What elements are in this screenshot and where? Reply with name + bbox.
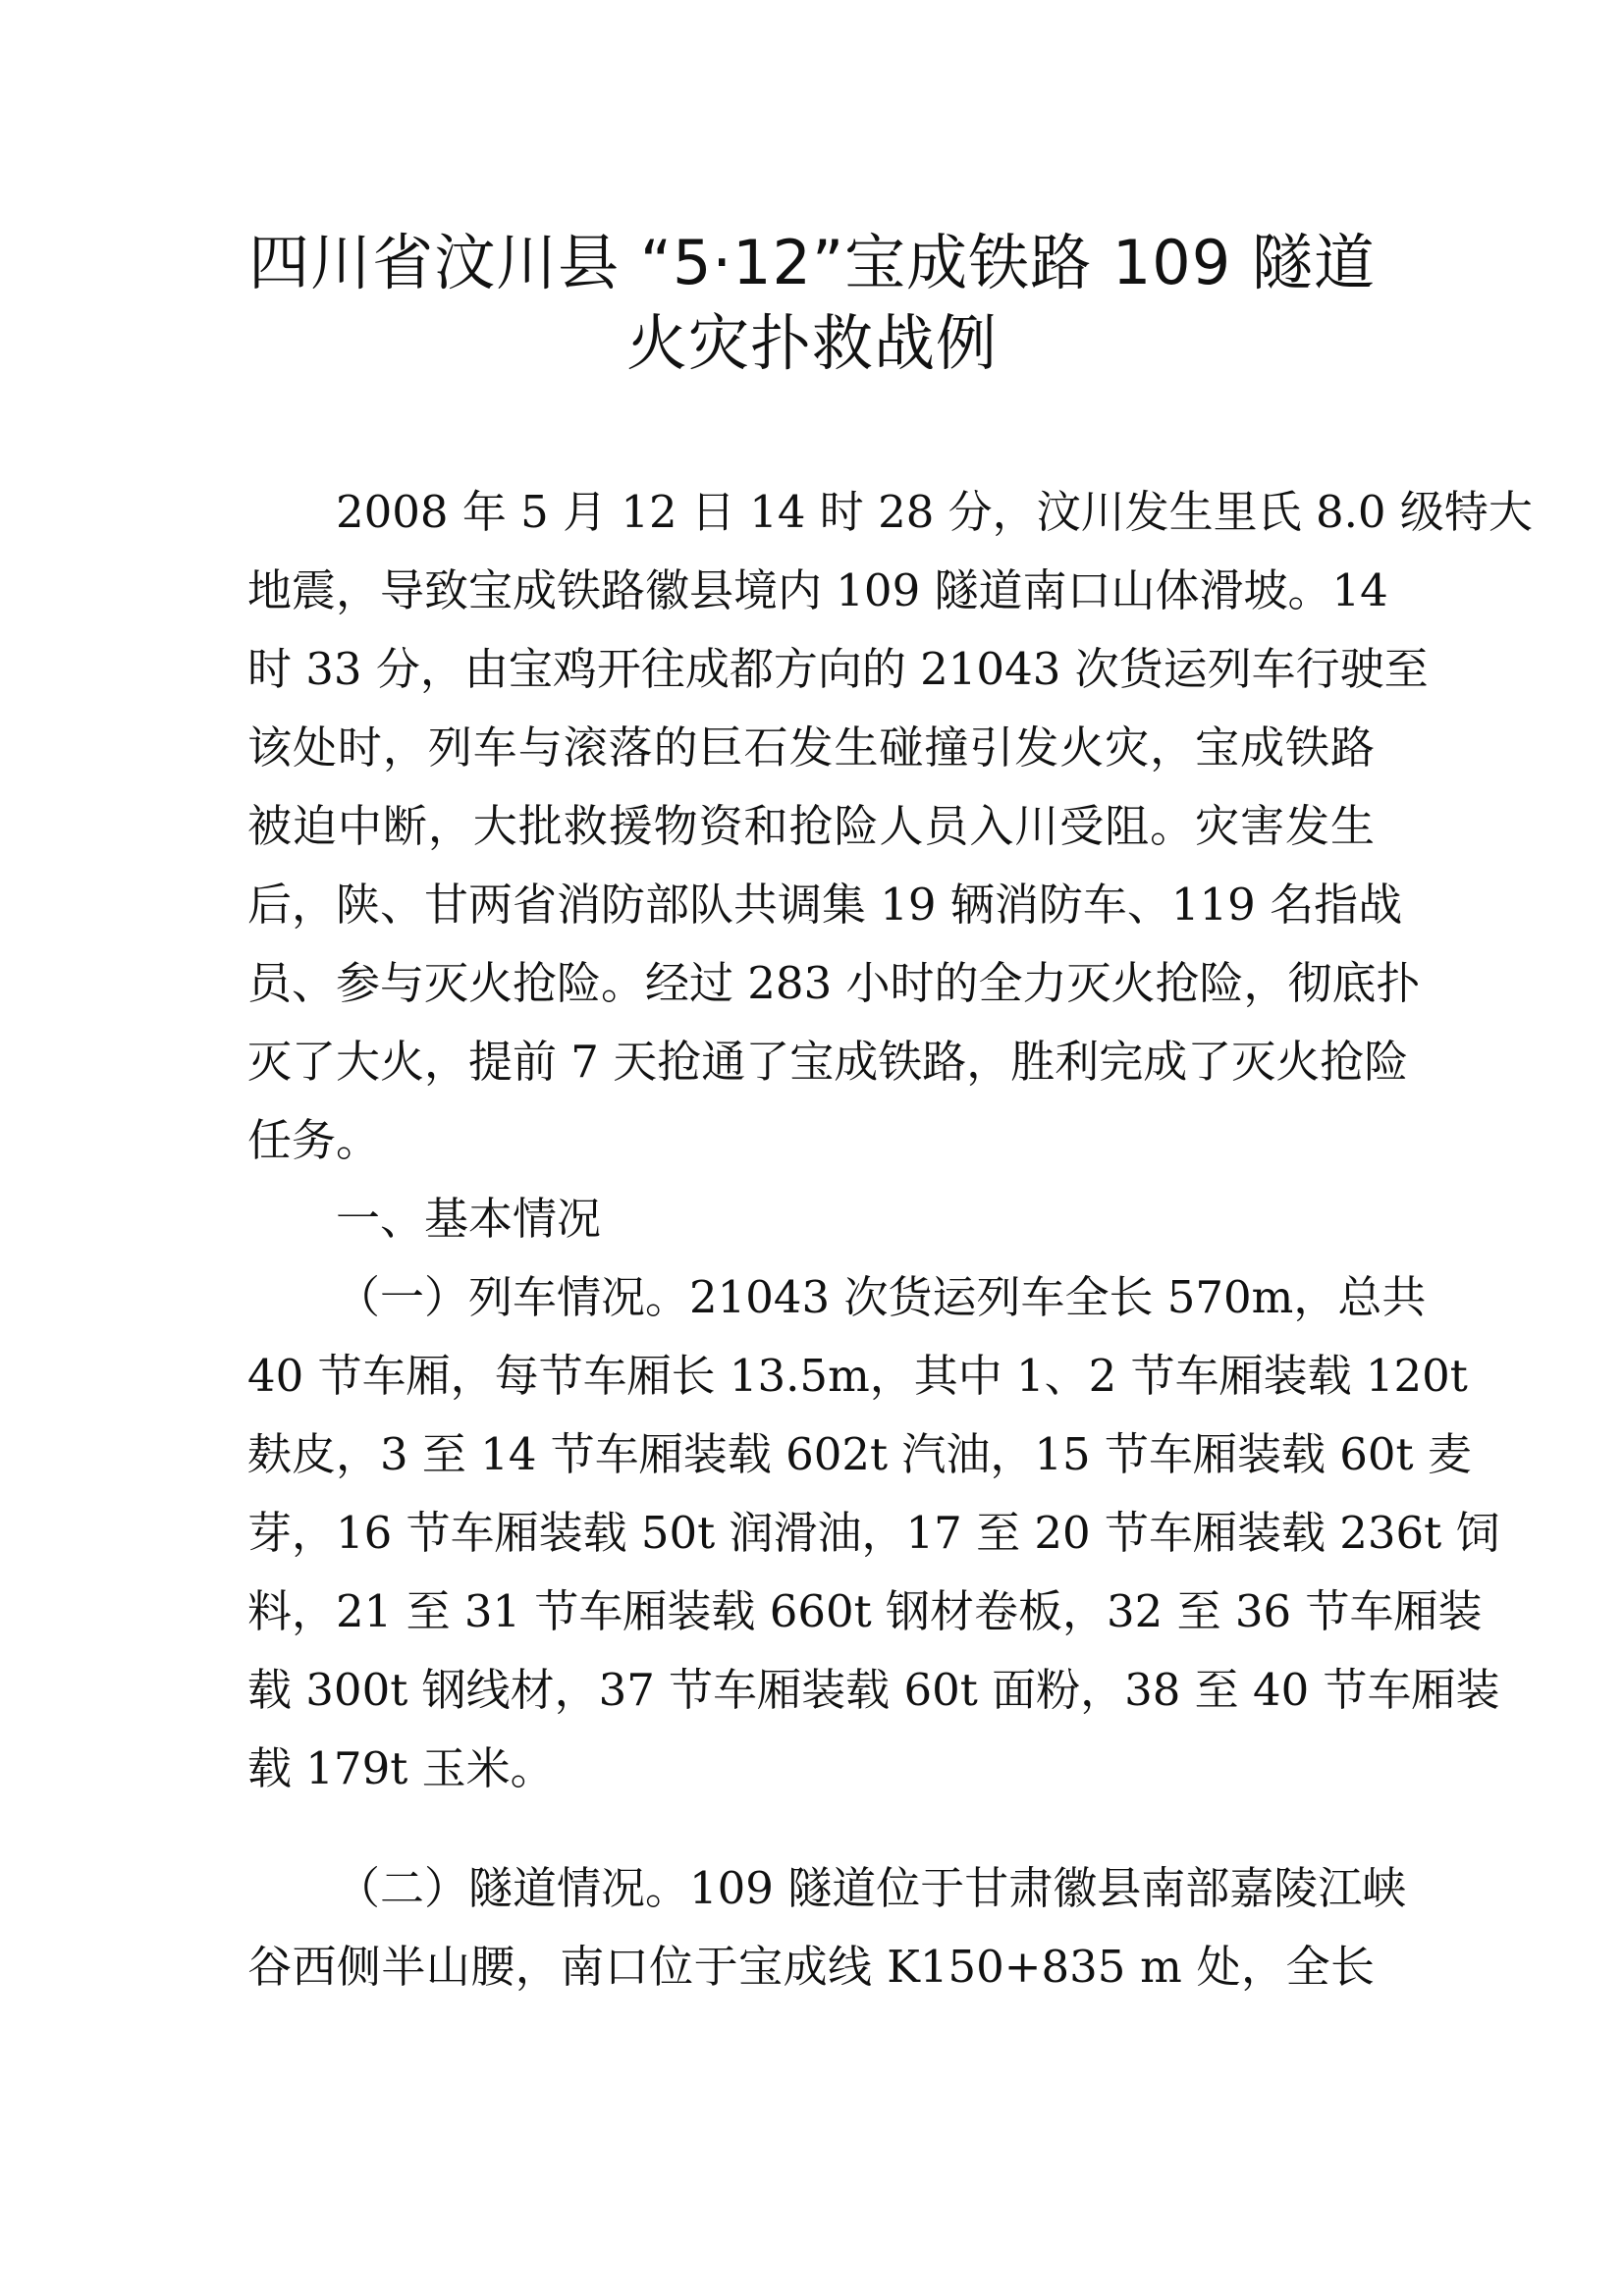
document-title-line-2: 火灾扑救战例 bbox=[625, 307, 998, 379]
document-title-line-1: 四川省汶川县 “5·12”宝成铁路 109 隧道 bbox=[248, 227, 1376, 298]
paragraph-1-line-9: 任务。 bbox=[247, 1114, 381, 1166]
paragraph-1-line-2: 地震，导致宝成铁路徽县境内 109 隧道南口山体滑坡。14 bbox=[247, 564, 1388, 616]
paragraph-2-line-1: （一）列车情况。21043 次货运列车全长 570m，总共 bbox=[336, 1271, 1427, 1323]
paragraph-1-line-8: 灭了大火，提前 7 天抢通了宝成铁路，胜利完成了灭火抢险 bbox=[247, 1036, 1409, 1088]
paragraph-1-line-5: 被迫中断，大批救援物资和抢险人员入川受阻。灾害发生 bbox=[247, 800, 1375, 852]
paragraph-1-line-7: 员、参与灭火抢险。经过 283 小时的全力灭火抢险，彻底扑 bbox=[247, 957, 1421, 1009]
paragraph-3-line-2: 谷西侧半山腰，南口位于宝成线 K150+835 m 处，全长 bbox=[247, 1941, 1375, 1993]
paragraph-1-line-4: 该处时，列车与滚落的巨石发生碰撞引发火灾，宝成铁路 bbox=[247, 721, 1375, 774]
paragraph-2-line-5: 料，21 至 31 节车厢装载 660t 钢材卷板，32 至 36 节车厢装 bbox=[247, 1585, 1483, 1637]
paragraph-2-line-3: 麸皮，3 至 14 节车厢装载 602t 汽油，15 节车厢装载 60t 麦 bbox=[247, 1428, 1472, 1480]
paragraph-2-line-2: 40 节车厢，每节车厢长 13.5m，其中 1、2 节车厢装载 120t bbox=[247, 1350, 1468, 1402]
paragraph-1-line-1: 2008 年 5 月 12 日 14 时 28 分，汶川发生里氏 8.0 级特大 bbox=[336, 486, 1533, 538]
paragraph-2-line-4: 芽，16 节车厢装载 50t 润滑油，17 至 20 节车厢装载 236t 饲 bbox=[247, 1507, 1500, 1559]
paragraph-1-line-6: 后，陕、甘两省消防部队共调集 19 辆消防车、119 名指战 bbox=[247, 879, 1403, 931]
section-heading-basic: 一、基本情况 bbox=[336, 1193, 602, 1245]
paragraph-2-line-6: 载 300t 钢线材，37 节车厢装载 60t 面粉，38 至 40 节车厢装 bbox=[247, 1664, 1500, 1716]
paragraph-1-line-3: 时 33 分，由宝鸡开往成都方向的 21043 次货运列车行驶至 bbox=[247, 643, 1429, 695]
paragraph-3-line-1: （二）隧道情况。109 隧道位于甘肃徽县南部嘉陵江峡 bbox=[336, 1862, 1407, 1914]
paragraph-2-line-7: 载 179t 玉米。 bbox=[247, 1742, 555, 1794]
